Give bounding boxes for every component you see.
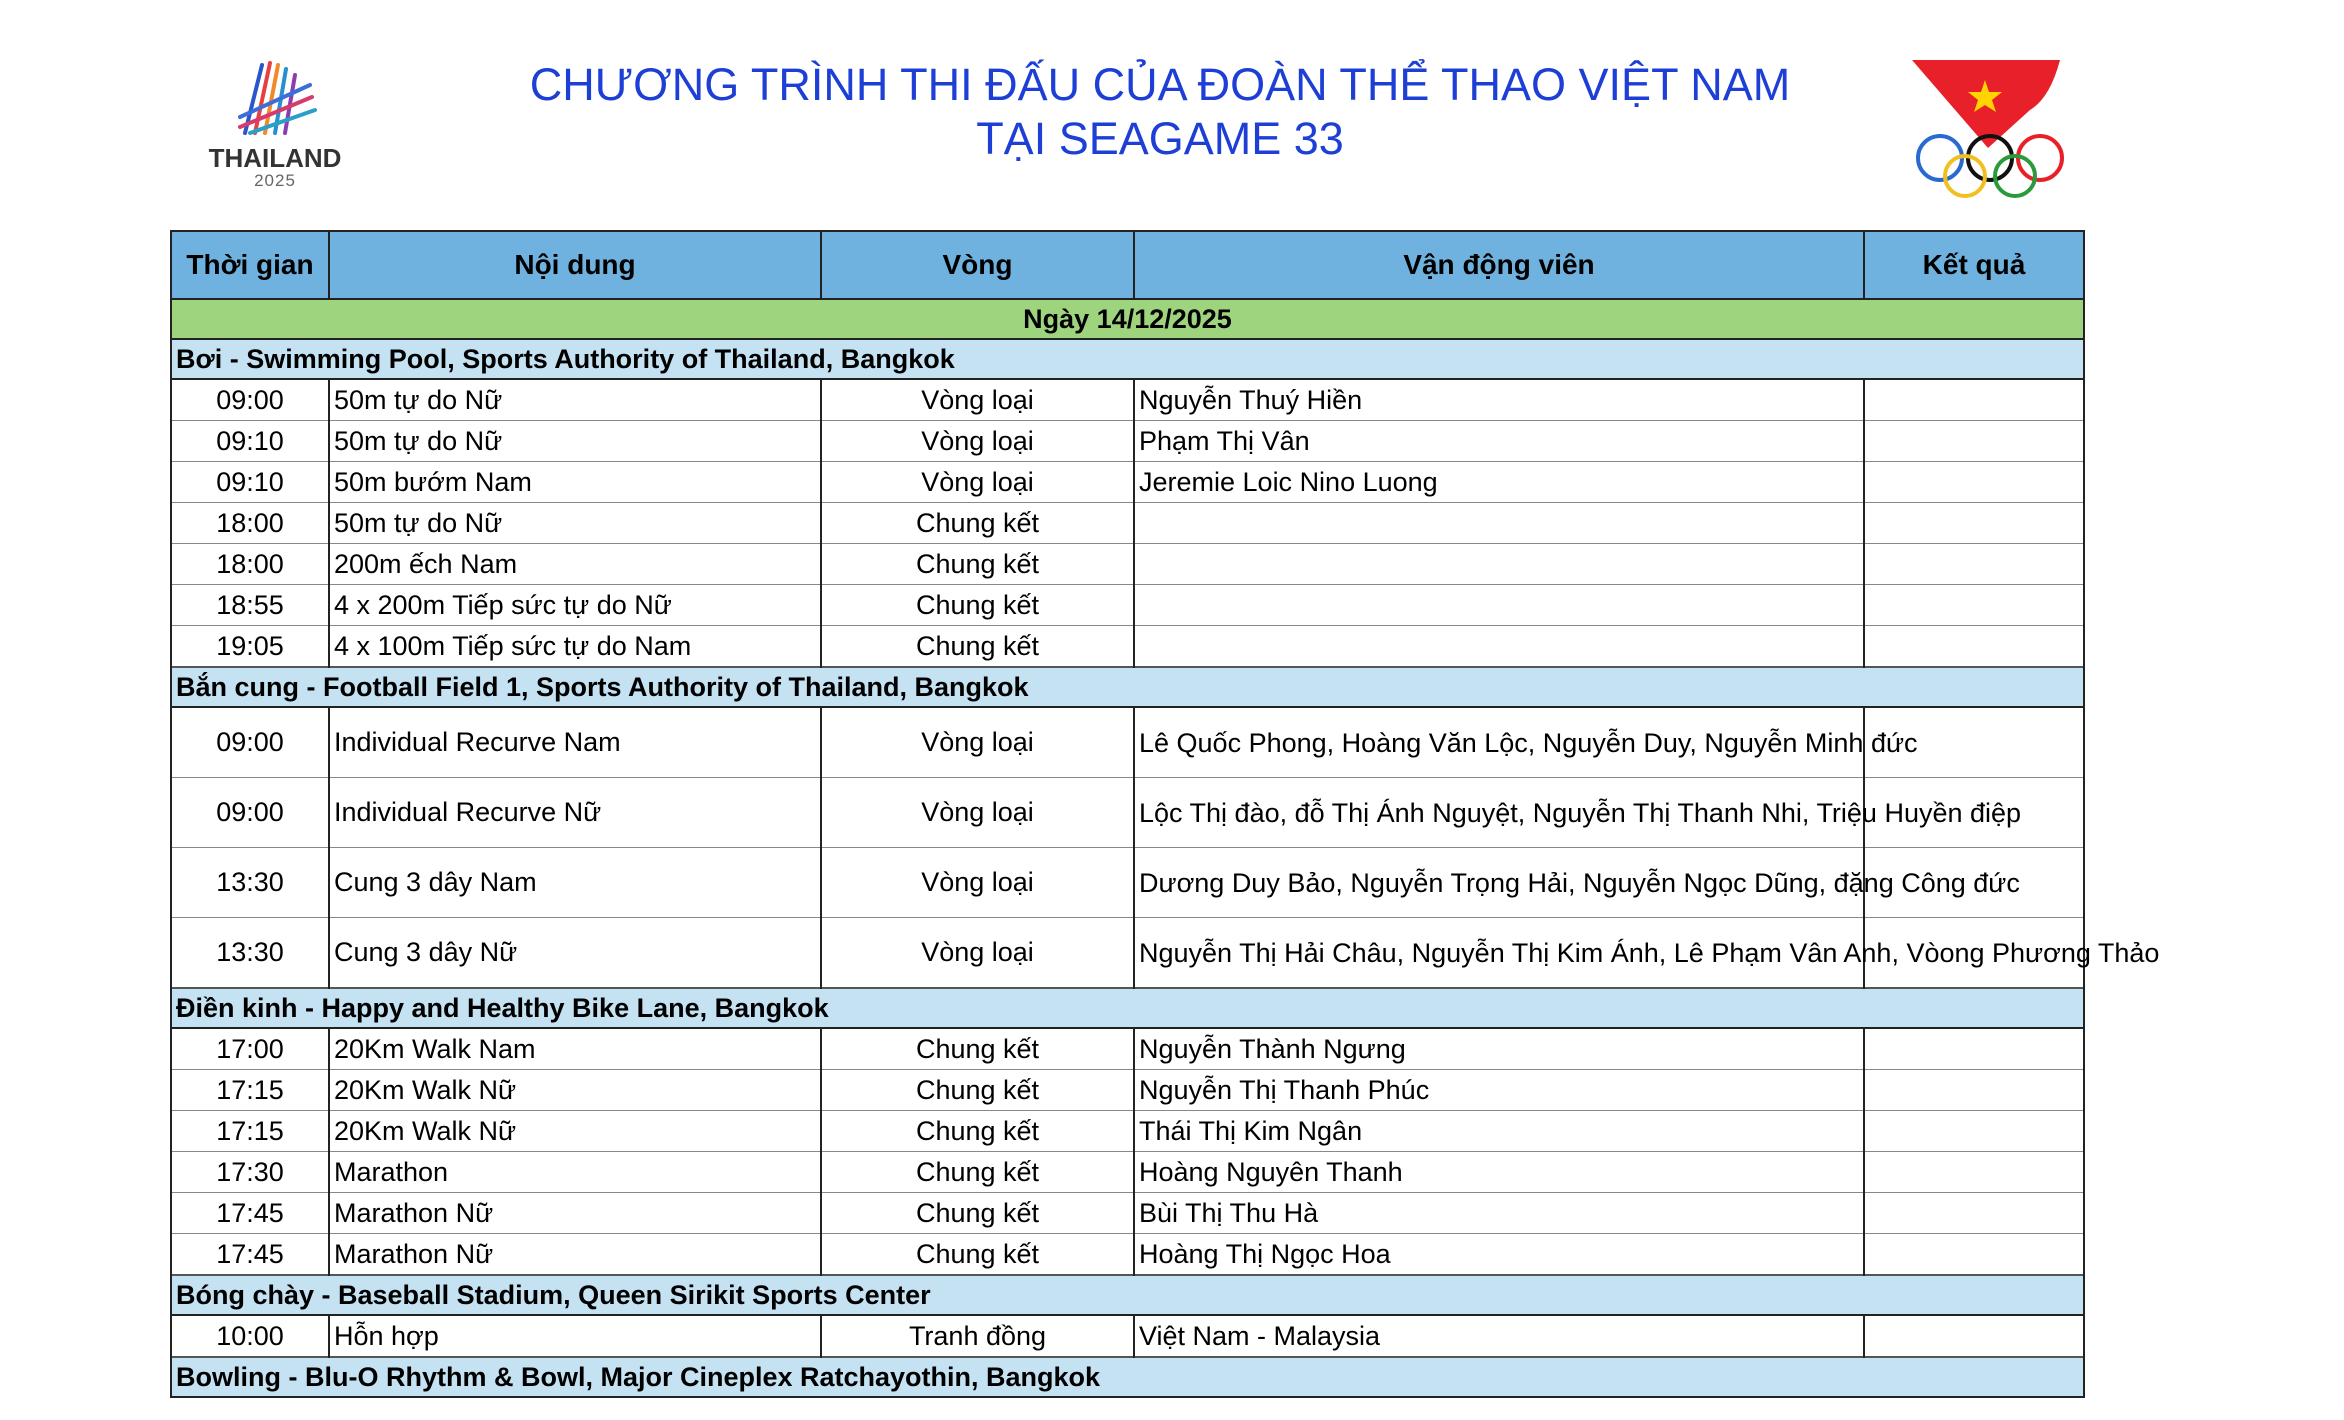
event-cell: 50m tự do Nữ xyxy=(329,421,821,462)
event-cell: Cung 3 dây Nam xyxy=(329,848,821,918)
result-cell xyxy=(1864,503,2084,544)
athletes-cell: Phạm Thị Vân xyxy=(1134,421,1864,462)
time-cell: 17:00 xyxy=(171,1028,329,1070)
event-cell: 20Km Walk Nữ xyxy=(329,1111,821,1152)
table-row xyxy=(171,1234,2084,1276)
page-title xyxy=(340,58,1980,166)
section-row xyxy=(171,667,2084,707)
round-cell: Tranh đồng xyxy=(821,1315,1134,1357)
round-cell: Chung kết xyxy=(821,1193,1134,1234)
table-row xyxy=(171,585,2084,626)
time-cell: 18:00 xyxy=(171,544,329,585)
result-cell xyxy=(1864,1111,2084,1152)
time-cell: 17:30 xyxy=(171,1152,329,1193)
time-cell: 19:05 xyxy=(171,626,329,668)
athletes-cell: Hoàng Thị Ngọc Hoa xyxy=(1134,1234,1864,1276)
athletes-cell: Nguyễn Thị Hải Châu, Nguyễn Thị Kim Ánh, Lê Phạm Vân Anh, Vòong Phương Thảo xyxy=(1134,918,1864,989)
event-cell: Marathon xyxy=(329,1152,821,1193)
table-row xyxy=(171,1152,2084,1193)
section-title: Bóng chày - Baseball Stadium, Queen Sirikit Sports Center xyxy=(171,1275,2084,1315)
event-cell: Hỗn hợp xyxy=(329,1315,821,1357)
table-row xyxy=(171,1070,2084,1111)
round-cell: Vòng loại xyxy=(821,379,1134,421)
result-cell xyxy=(1864,462,2084,503)
event-cell: Marathon Nữ xyxy=(329,1234,821,1276)
result-cell xyxy=(1864,1193,2084,1234)
athletes-cell: Dương Duy Bảo, Nguyễn Trọng Hải, Nguyễn Ngọc Dũng, đặng Công đức xyxy=(1134,848,1864,918)
col-header-result: Kết quả xyxy=(1864,231,2084,299)
col-header-event: Nội dung xyxy=(329,231,821,299)
event-cell: Individual Recurve Nữ xyxy=(329,778,821,848)
round-cell: Chung kết xyxy=(821,1028,1134,1070)
time-cell: 09:00 xyxy=(171,379,329,421)
table-header-row xyxy=(171,231,2084,299)
athletes-cell: Bùi Thị Thu Hà xyxy=(1134,1193,1864,1234)
athletes-cell: Việt Nam - Malaysia xyxy=(1134,1315,1864,1357)
title-line-1: CHƯƠNG TRÌNH THI ĐẤU CỦA ĐOÀN THỂ THAO VIỆT NAM xyxy=(529,59,1791,110)
table-row xyxy=(171,503,2084,544)
time-cell: 18:00 xyxy=(171,503,329,544)
time-cell: 17:15 xyxy=(171,1111,329,1152)
section-title: Điền kinh - Happy and Healthy Bike Lane, Bangkok xyxy=(171,988,2084,1028)
event-cell: 200m ếch Nam xyxy=(329,544,821,585)
time-cell: 17:45 xyxy=(171,1193,329,1234)
result-cell xyxy=(1864,1070,2084,1111)
table-row xyxy=(171,848,2084,918)
table-row xyxy=(171,1028,2084,1070)
event-cell: 20Km Walk Nữ xyxy=(329,1070,821,1111)
time-cell: 10:00 xyxy=(171,1315,329,1357)
table-row xyxy=(171,1315,2084,1357)
round-cell: Vòng loại xyxy=(821,778,1134,848)
table-row xyxy=(171,707,2084,778)
section-title: Bắn cung - Football Field 1, Sports Authority of Thailand, Bangkok xyxy=(171,667,2084,707)
table-row xyxy=(171,1111,2084,1152)
table-row xyxy=(171,778,2084,848)
athletes-cell xyxy=(1134,503,1864,544)
time-cell: 13:30 xyxy=(171,918,329,989)
round-cell: Chung kết xyxy=(821,1152,1134,1193)
time-cell: 09:00 xyxy=(171,778,329,848)
result-cell xyxy=(1864,1028,2084,1070)
table-row xyxy=(171,544,2084,585)
title-line-2: TẠI SEAGAME 33 xyxy=(976,113,1344,164)
round-cell: Chung kết xyxy=(821,1234,1134,1276)
athletes-cell: Hoàng Nguyên Thanh xyxy=(1134,1152,1864,1193)
athletes-cell: Nguyễn Thuý Hiền xyxy=(1134,379,1864,421)
athletes-cell xyxy=(1134,585,1864,626)
event-cell: 50m tự do Nữ xyxy=(329,379,821,421)
result-cell xyxy=(1864,379,2084,421)
round-cell: Vòng loại xyxy=(821,707,1134,778)
col-header-time: Thời gian xyxy=(171,231,329,299)
col-header-round: Vòng xyxy=(821,231,1134,299)
event-cell: Individual Recurve Nam xyxy=(329,707,821,778)
time-cell: 09:10 xyxy=(171,421,329,462)
athletes-cell xyxy=(1134,544,1864,585)
result-cell xyxy=(1864,585,2084,626)
section-title: Bơi - Swimming Pool, Sports Authority of Thailand, Bangkok xyxy=(171,339,2084,379)
round-cell: Chung kết xyxy=(821,1070,1134,1111)
time-cell: 09:10 xyxy=(171,462,329,503)
section-title: Bowling - Blu-O Rhythm & Bowl, Major Cineplex Ratchayothin, Bangkok xyxy=(171,1357,2084,1397)
round-cell: Vòng loại xyxy=(821,848,1134,918)
round-cell: Chung kết xyxy=(821,503,1134,544)
time-cell: 17:15 xyxy=(171,1070,329,1111)
time-cell: 13:30 xyxy=(171,848,329,918)
athletes-cell: Nguyễn Thành Ngưng xyxy=(1134,1028,1864,1070)
day-label: Ngày 14/12/2025 xyxy=(171,299,2084,339)
col-header-athletes: Vận động viên xyxy=(1134,231,1864,299)
round-cell: Chung kết xyxy=(821,544,1134,585)
result-cell xyxy=(1864,1152,2084,1193)
time-cell: 18:55 xyxy=(171,585,329,626)
thailand-2025-logo xyxy=(200,55,350,195)
section-row xyxy=(171,339,2084,379)
time-cell: 09:00 xyxy=(171,707,329,778)
table-row xyxy=(171,379,2084,421)
event-cell: Marathon Nữ xyxy=(329,1193,821,1234)
table-row xyxy=(171,626,2084,668)
result-cell xyxy=(1864,1315,2084,1357)
event-cell: 4 x 200m Tiếp sức tự do Nữ xyxy=(329,585,821,626)
event-cell: 50m bướm Nam xyxy=(329,462,821,503)
event-cell: 50m tự do Nữ xyxy=(329,503,821,544)
round-cell: Vòng loại xyxy=(821,462,1134,503)
result-cell xyxy=(1864,626,2084,668)
table-row xyxy=(171,918,2084,989)
event-cell: 20Km Walk Nam xyxy=(329,1028,821,1070)
result-cell xyxy=(1864,421,2084,462)
section-row xyxy=(171,1357,2084,1397)
thailand-emblem-icon xyxy=(200,55,350,145)
round-cell: Chung kết xyxy=(821,626,1134,668)
athletes-cell: Lộc Thị đào, đỗ Thị Ánh Nguyệt, Nguyễn Thị Thanh Nhi, Triệu Huyền điệp xyxy=(1134,778,1864,848)
vietnam-olympic-logo xyxy=(1910,58,2070,198)
round-cell: Chung kết xyxy=(821,1111,1134,1152)
logo-thailand-text: THAILAND xyxy=(208,143,342,173)
schedule-table xyxy=(170,230,2160,1398)
athletes-cell: Nguyễn Thị Thanh Phúc xyxy=(1134,1070,1864,1111)
section-row xyxy=(171,1275,2084,1315)
athletes-cell: Jeremie Loic Nino Luong xyxy=(1134,462,1864,503)
logo-year-text: 2025 xyxy=(254,171,296,190)
athletes-cell: Lê Quốc Phong, Hoàng Văn Lộc, Nguyễn Duy, Nguyễn Minh đức xyxy=(1134,707,1864,778)
day-row xyxy=(171,299,2084,339)
round-cell: Vòng loại xyxy=(821,421,1134,462)
round-cell: Chung kết xyxy=(821,585,1134,626)
vietnam-flag-olympic-rings-icon xyxy=(1910,58,2070,198)
table-row xyxy=(171,421,2084,462)
result-cell xyxy=(1864,544,2084,585)
athletes-cell: Thái Thị Kim Ngân xyxy=(1134,1111,1864,1152)
athletes-cell xyxy=(1134,626,1864,668)
table-row xyxy=(171,1193,2084,1234)
event-cell: Cung 3 dây Nữ xyxy=(329,918,821,989)
result-cell xyxy=(1864,1234,2084,1276)
event-cell: 4 x 100m Tiếp sức tự do Nam xyxy=(329,626,821,668)
page-header xyxy=(0,0,2344,230)
round-cell: Vòng loại xyxy=(821,918,1134,989)
section-row xyxy=(171,988,2084,1028)
table-row xyxy=(171,462,2084,503)
time-cell: 17:45 xyxy=(171,1234,329,1276)
